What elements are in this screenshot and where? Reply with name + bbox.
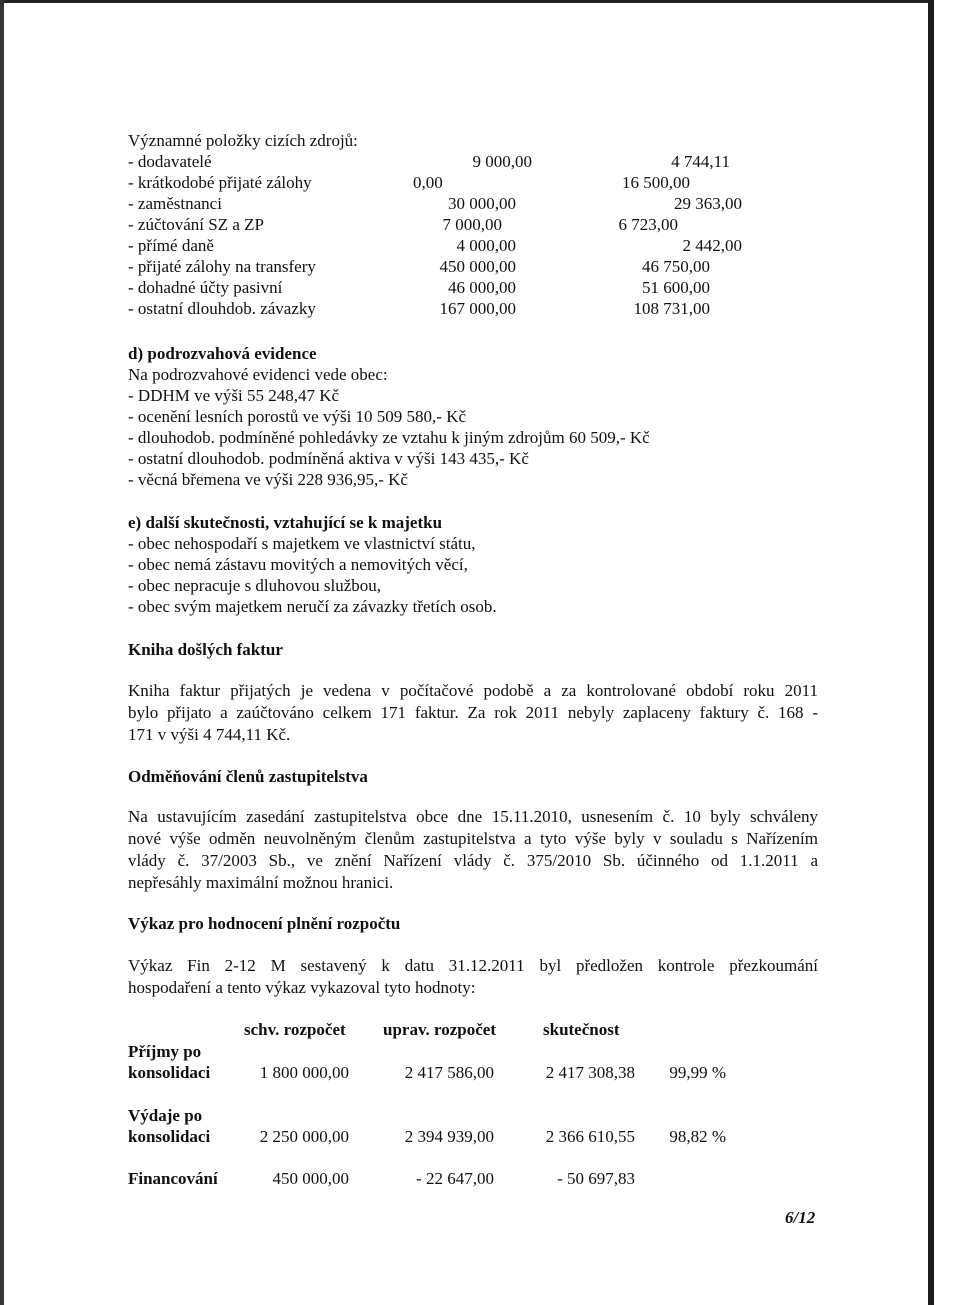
row-value-actual: 46 750,00 bbox=[642, 257, 710, 276]
off-balance-line: - DDHM ve výši 55 248,47 Kč bbox=[128, 386, 340, 405]
row-value-actual: 4 744,11 bbox=[671, 152, 730, 171]
off-balance-line: Na podrozvahové evidenci vede obec: bbox=[128, 365, 388, 384]
other-facts-line: - obec nepracuje s dluhovou službou, bbox=[128, 576, 382, 595]
row-value-planned: 0,00 bbox=[413, 173, 443, 192]
row-value-actual: 29 363,00 bbox=[674, 194, 742, 213]
cell-adjusted: 2 394 939,00 bbox=[404, 1127, 494, 1146]
scan-edge-right bbox=[928, 0, 934, 1305]
row-label: konsolidaci bbox=[128, 1127, 211, 1146]
scan-edge-left bbox=[0, 0, 4, 1305]
cell-approved: 1 800 000,00 bbox=[259, 1063, 349, 1082]
invoice-book-paragraph bbox=[128, 680, 818, 746]
paragraph-line: bylo přijato a zaúčtováno celkem 171 faktur. Za rok 2011 nebyly zaplaceny faktury č. 168 - bbox=[128, 703, 818, 722]
off-balance-line: - ostatní dlouhodob. podmíněná aktiva v výši 143 435,- Kč bbox=[128, 449, 529, 468]
paragraph-line: Na ustavujícím zasedání zastupitelstva obce dne 15.11.2010, usnesením č. 10 byly schváleny bbox=[128, 807, 818, 826]
cell-approved: 450 000,00 bbox=[272, 1169, 349, 1188]
budget-report-heading: Výkaz pro hodnocení plnění rozpočtu bbox=[128, 914, 401, 933]
cell-percent: 98,82 % bbox=[669, 1127, 726, 1146]
remuneration-paragraph bbox=[128, 806, 818, 894]
page-number: 6/12 bbox=[785, 1208, 816, 1227]
row-value-planned: 9 000,00 bbox=[472, 152, 532, 171]
column-header-adjusted: uprav. rozpočet bbox=[383, 1020, 497, 1039]
cell-percent: 99,99 % bbox=[669, 1063, 726, 1082]
row-value-actual: 2 442,00 bbox=[682, 236, 742, 255]
row-value-actual: 6 723,00 bbox=[618, 215, 678, 234]
paragraph-line: nové výše odměn neuvolněným členům zastupitelstva a tyto výše byly v souladu s Nařízením bbox=[128, 829, 818, 848]
invoice-book-heading: Kniha došlých faktur bbox=[128, 640, 283, 659]
off-balance-line: - dlouhodob. podmíněné pohledávky ze vztahu k jiným zdrojům 60 509,- Kč bbox=[128, 428, 650, 447]
row-value-planned: 46 000,00 bbox=[448, 278, 516, 297]
cell-actual: - 50 697,83 bbox=[557, 1169, 635, 1188]
paragraph-line: Kniha faktur přijatých je vedena v počítačové podobě a za kontrolované období roku 2011 bbox=[128, 681, 818, 700]
row-value-planned: 30 000,00 bbox=[448, 194, 516, 213]
row-label: - přímé daně bbox=[128, 236, 214, 255]
paragraph-line: Výkaz Fin 2-12 M sestavený k datu 31.12.2011 byl předložen kontrole přezkoumání bbox=[128, 956, 818, 975]
paragraph-line: 171 v výši 4 744,11 Kč. bbox=[128, 725, 291, 744]
row-label: - zúčtování SZ a ZP bbox=[128, 215, 264, 234]
other-facts-heading: e) další skutečnosti, vztahující se k majetku bbox=[128, 513, 443, 532]
foreign-sources-heading: Významné položky cizích zdrojů: bbox=[128, 131, 358, 150]
row-label: Příjmy po bbox=[128, 1042, 202, 1061]
cell-actual: 2 417 308,38 bbox=[545, 1063, 635, 1082]
off-balance-line: - ocenění lesních porostů ve výši 10 509 580,- Kč bbox=[128, 407, 467, 426]
off-balance-line: - věcná břemena ve výši 228 936,95,- Kč bbox=[128, 470, 408, 489]
row-label: Výdaje po bbox=[128, 1106, 203, 1125]
cell-adjusted: 2 417 586,00 bbox=[404, 1063, 494, 1082]
paragraph-line: vlády č. 37/2003 Sb., ve znění Nařízení vlády č. 375/2010 Sb. účinného od 1.1.2011 a bbox=[128, 851, 818, 870]
row-label: - zaměstnanci bbox=[128, 194, 222, 213]
row-label: - krátkodobé přijaté zálohy bbox=[128, 173, 312, 192]
cell-actual: 2 366 610,55 bbox=[545, 1127, 635, 1146]
remuneration-heading: Odměňování členů zastupitelstva bbox=[128, 767, 368, 786]
row-value-actual: 108 731,00 bbox=[633, 299, 710, 318]
row-value-planned: 450 000,00 bbox=[439, 257, 516, 276]
column-header-approved: schv. rozpočet bbox=[244, 1020, 346, 1039]
row-value-actual: 16 500,00 bbox=[622, 173, 690, 192]
row-label: konsolidaci bbox=[128, 1063, 211, 1082]
cell-approved: 2 250 000,00 bbox=[259, 1127, 349, 1146]
row-label: - dodavatelé bbox=[128, 152, 212, 171]
paragraph-line: nepřesáhly maximální možnou hranici. bbox=[128, 873, 394, 892]
other-facts-line: - obec svým majetkem neručí za závazky třetích osob. bbox=[128, 597, 497, 616]
other-facts-line: - obec nemá zástavu movitých a nemovitých věcí, bbox=[128, 555, 468, 574]
row-value-planned: 7 000,00 bbox=[442, 215, 502, 234]
paragraph-line: hospodaření a tento výkaz vykazoval tyto hodnoty: bbox=[128, 978, 476, 997]
other-facts-line: - obec nehospodaří s majetkem ve vlastnictví státu, bbox=[128, 534, 476, 553]
budget-report-paragraph bbox=[128, 955, 818, 999]
scan-edge-top bbox=[0, 0, 930, 3]
row-label: Financování bbox=[128, 1169, 218, 1188]
row-value-planned: 4 000,00 bbox=[456, 236, 516, 255]
off-balance-heading: d) podrozvahová evidence bbox=[128, 344, 317, 363]
row-label: - přijaté zálohy na transfery bbox=[128, 257, 316, 276]
row-value-actual: 51 600,00 bbox=[642, 278, 710, 297]
column-header-actual: skutečnost bbox=[543, 1020, 620, 1039]
row-label: - ostatní dlouhdob. závazky bbox=[128, 299, 316, 318]
cell-adjusted: - 22 647,00 bbox=[416, 1169, 494, 1188]
row-value-planned: 167 000,00 bbox=[439, 299, 516, 318]
row-label: - dohadné účty pasivní bbox=[128, 278, 283, 297]
